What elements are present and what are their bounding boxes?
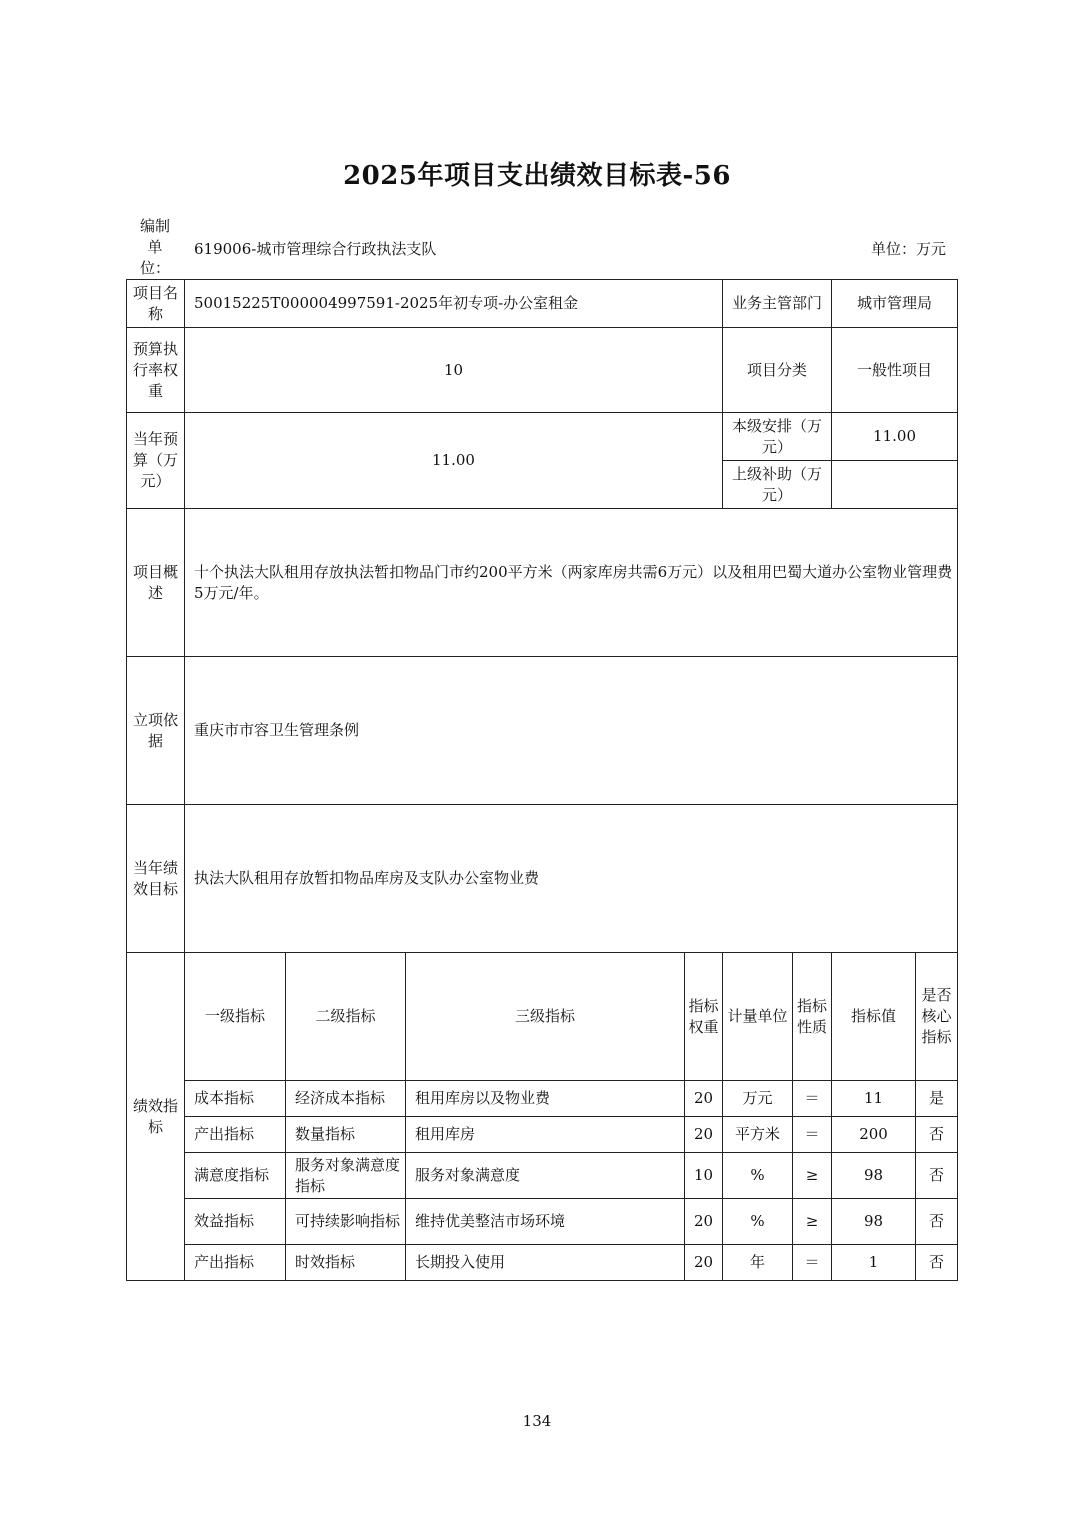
- table-row: [127, 1153, 958, 1199]
- row-level3: 长期投入使用: [406, 1245, 685, 1281]
- table-row: [127, 1081, 958, 1117]
- row-weight: 20: [685, 1245, 723, 1281]
- budget-label: 当年预算（万元）: [127, 413, 185, 509]
- overview-value: 十个执法大队租用存放执法暂扣物品门市约200平方米（两家库房共需6万元）以及租用巴蜀大道办公室物业管理费5万元/年。: [185, 509, 958, 657]
- row-unit: 平方米: [723, 1117, 793, 1153]
- indicator-section-label: 绩效指标: [127, 953, 185, 1281]
- basis-label: 立项依据: [127, 657, 185, 805]
- header-level1: 一级指标: [185, 953, 286, 1081]
- page-number: 134: [522, 1412, 552, 1430]
- unit-value: 619006-城市管理综合行政执法支队: [194, 240, 437, 258]
- row-level1: 产出指标: [185, 1245, 286, 1281]
- row-core: 是: [916, 1081, 958, 1117]
- row-level3: 租用库房以及物业费: [406, 1081, 685, 1117]
- subsidy-value: [832, 461, 958, 509]
- subsidy-label: 上级补助（万元）: [723, 461, 832, 509]
- header-level3: 三级指标: [406, 953, 685, 1081]
- row-unit: %: [723, 1153, 793, 1199]
- row-core: 否: [916, 1153, 958, 1199]
- row-weight: 20: [685, 1117, 723, 1153]
- row-nature: ＝: [793, 1117, 832, 1153]
- project-name-row: [127, 280, 958, 328]
- row-weight: 20: [685, 1199, 723, 1245]
- row-level1: 成本指标: [185, 1081, 286, 1117]
- local-label: 本级安排（万元）: [723, 413, 832, 461]
- currency-unit: 单位：万元: [870, 240, 946, 258]
- row-core: 否: [916, 1245, 958, 1281]
- row-unit: %: [723, 1199, 793, 1245]
- row-level2: 时效指标: [286, 1245, 406, 1281]
- header-nature: 指标性质: [793, 953, 832, 1081]
- table-row: [127, 1245, 958, 1281]
- weight-label: 预算执行率权重: [127, 328, 185, 413]
- row-core: 否: [916, 1199, 958, 1245]
- row-nature: ≥: [793, 1153, 832, 1199]
- category-label: 项目分类: [723, 328, 832, 413]
- basis-row: [127, 657, 958, 805]
- row-level2: 数量指标: [286, 1117, 406, 1153]
- goal-label: 当年绩效目标: [127, 805, 185, 953]
- project-name-label: 项目名称: [127, 280, 185, 328]
- row-value: 98: [832, 1153, 916, 1199]
- row-level1: 产出指标: [185, 1117, 286, 1153]
- overview-label: 项目概述: [127, 509, 185, 657]
- row-value: 200: [832, 1117, 916, 1153]
- row-unit: 年: [723, 1245, 793, 1281]
- row-nature: ＝: [793, 1081, 832, 1117]
- row-level2: 经济成本指标: [286, 1081, 406, 1117]
- table-row: [127, 1117, 958, 1153]
- row-value: 98: [832, 1199, 916, 1245]
- dept-value: 城市管理局: [832, 280, 958, 328]
- row-level1: 满意度指标: [185, 1153, 286, 1199]
- goal-value: 执法大队租用存放暂扣物品库房及支队办公室物业费: [185, 805, 958, 953]
- row-value: 11: [832, 1081, 916, 1117]
- weight-row: [127, 328, 958, 413]
- row-level3: 服务对象满意度: [406, 1153, 685, 1199]
- row-level1: 效益指标: [185, 1199, 286, 1245]
- row-level3: 租用库房: [406, 1117, 685, 1153]
- header-value: 指标值: [832, 953, 916, 1081]
- performance-table: [126, 279, 958, 1281]
- category-value: 一般性项目: [832, 328, 958, 413]
- weight-value: 10: [185, 328, 723, 413]
- dept-label: 业务主管部门: [723, 280, 832, 328]
- overview-row: [127, 509, 958, 657]
- row-weight: 20: [685, 1081, 723, 1117]
- row-level2: 可持续影响指标: [286, 1199, 406, 1245]
- indicator-header-row: [127, 953, 958, 1081]
- header-level2: 二级指标: [286, 953, 406, 1081]
- row-unit: 万元: [723, 1081, 793, 1117]
- row-nature: ≥: [793, 1199, 832, 1245]
- goal-row: [127, 805, 958, 953]
- row-weight: 10: [685, 1153, 723, 1199]
- unit-label: 编制 单 位：: [139, 217, 170, 277]
- table-row: [127, 1199, 958, 1245]
- page-title: 2025年项目支出绩效目标表-56: [343, 161, 731, 191]
- header-weight: 指标权重: [685, 953, 723, 1081]
- row-core: 否: [916, 1117, 958, 1153]
- row-level2: 服务对象满意度指标: [286, 1153, 406, 1199]
- row-value: 1: [832, 1245, 916, 1281]
- row-level3: 维持优美整洁市场环境: [406, 1199, 685, 1245]
- header-unit: 计量单位: [723, 953, 793, 1081]
- basis-value: 重庆市市容卫生管理条例: [185, 657, 958, 805]
- unit-row: [126, 216, 956, 278]
- header-core: 是否核心指标: [916, 953, 958, 1081]
- local-value: 11.00: [832, 413, 958, 461]
- project-name-value: 50015225T000004997591-2025年初专项-办公室租金: [185, 280, 723, 328]
- row-nature: ＝: [793, 1245, 832, 1281]
- budget-value: 11.00: [185, 413, 723, 509]
- budget-row: [127, 413, 958, 461]
